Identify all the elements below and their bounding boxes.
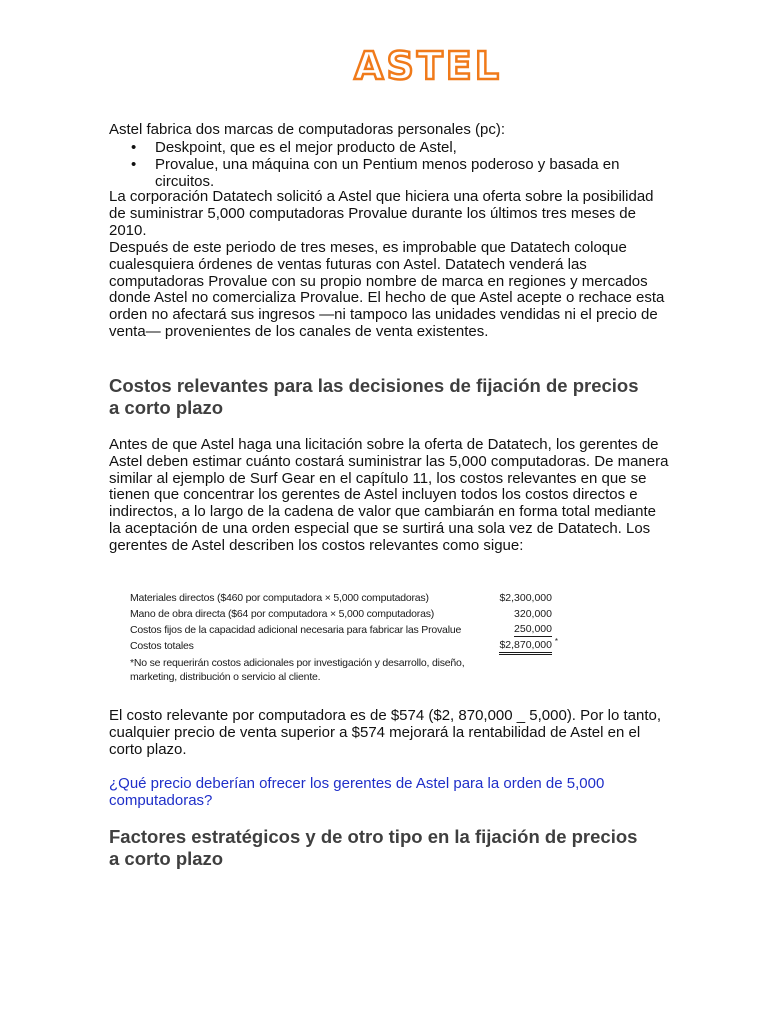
astel-logo: ASTEL [354, 44, 502, 88]
row-value: $2,300,000 [499, 592, 552, 604]
row-value: 320,000 [514, 608, 552, 620]
table-row [130, 590, 560, 606]
brand-list [109, 140, 669, 190]
paragraph-datatech-request: La corporación Datatech solicitó a Astel que hiciera una oferta sobre la posibilidad de suministrar 5,000 computadoras Provalue durante los últimos tres meses de 2010. [109, 188, 654, 239]
row-label: Materiales directos ($460 por computadora × 5,000 computadoras) [130, 592, 429, 604]
question-text: ¿Qué precio deberían ofrecer los gerentes de Astel para la orden de 5,000 computadoras? [109, 775, 605, 809]
table-footnote: *No se requerirán costos adicionales por investigación y desarrollo, diseño, marketing, distribución o servicio al cliente. [130, 657, 465, 683]
paragraph-cost-estimate: Antes de que Astel haga una licitación sobre la oferta de Datatech, los gerentes de Astel deben estimar cuánto costará suministrar las 5,000 computadoras. De manera similar al ejemplo de Surf Gear en el capítulo 11, los costos relevantes en que se tienen que concentrar los gerentes de Astel incluyen todos los costos directos e indirectos, a lo largo de la cadena de valor que cambiarán en forma total mediante la aceptación de una orden especial que se surtirá una sola vez de Datatech. Los gerentes de Astel describen los costos relevantes como sigue: [109, 436, 669, 554]
row-label: Mano de obra directa ($64 por computadora × 5,000 computadoras) [130, 608, 435, 620]
table-row [130, 606, 560, 622]
bullet-icon: • [131, 139, 137, 156]
table-row-total [130, 638, 560, 654]
bullet-icon: • [131, 155, 137, 173]
table-row [130, 622, 560, 638]
list-item [109, 157, 669, 191]
row-label: Costos fijos de la capacidad adicional necesaria para fabricar las Provalue [130, 624, 462, 636]
footnote-mark: * [554, 637, 558, 646]
row-value-total [499, 637, 558, 655]
row-label: Costos totales [130, 640, 194, 652]
relevant-costs-table [130, 590, 560, 684]
total-value: $2,870,000 [499, 639, 552, 651]
row-value: 250,000 [514, 623, 552, 635]
paragraph-cost-per-unit: El costo relevante por computadora es de $574 ($2, 870,000 _ 5,000). Por lo tanto, cualquier precio de venta superior a $574 mejorará la rentabilidad de Astel en el corto plazo. [109, 707, 662, 758]
list-item-text: Deskpoint, que es el mejor producto de Astel, [155, 139, 457, 156]
list-item [109, 140, 669, 157]
paragraph-after-period: Después de este periodo de tres meses, es improbable que Datatech coloque cualesquiera órdenes de ventas futuras con Astel. Datatech venderá las computadoras Provalue con su propio nombre de marca en regiones y mercados donde Astel no comercializa Provalue. El hecho de que Astel acepte o rechace esta orden no afectará sus ingresos —ni tampoco las unidades vendidas ni el precio de venta— provenientes de los canales de venta existentes. [109, 239, 665, 340]
intro-text: Astel fabrica dos marcas de computadoras personales (pc): [109, 121, 506, 138]
section-heading-relevant-costs: Costos relevantes para las decisiones de fijación de precios a corto plazo [109, 375, 639, 418]
section-heading-strategic-factors: Factores estratégicos y de otro tipo en la fijación de precios a corto plazo [109, 826, 638, 869]
list-item-text: Provalue, una máquina con un Pentium menos poderoso y basada en circuitos. [155, 155, 620, 190]
